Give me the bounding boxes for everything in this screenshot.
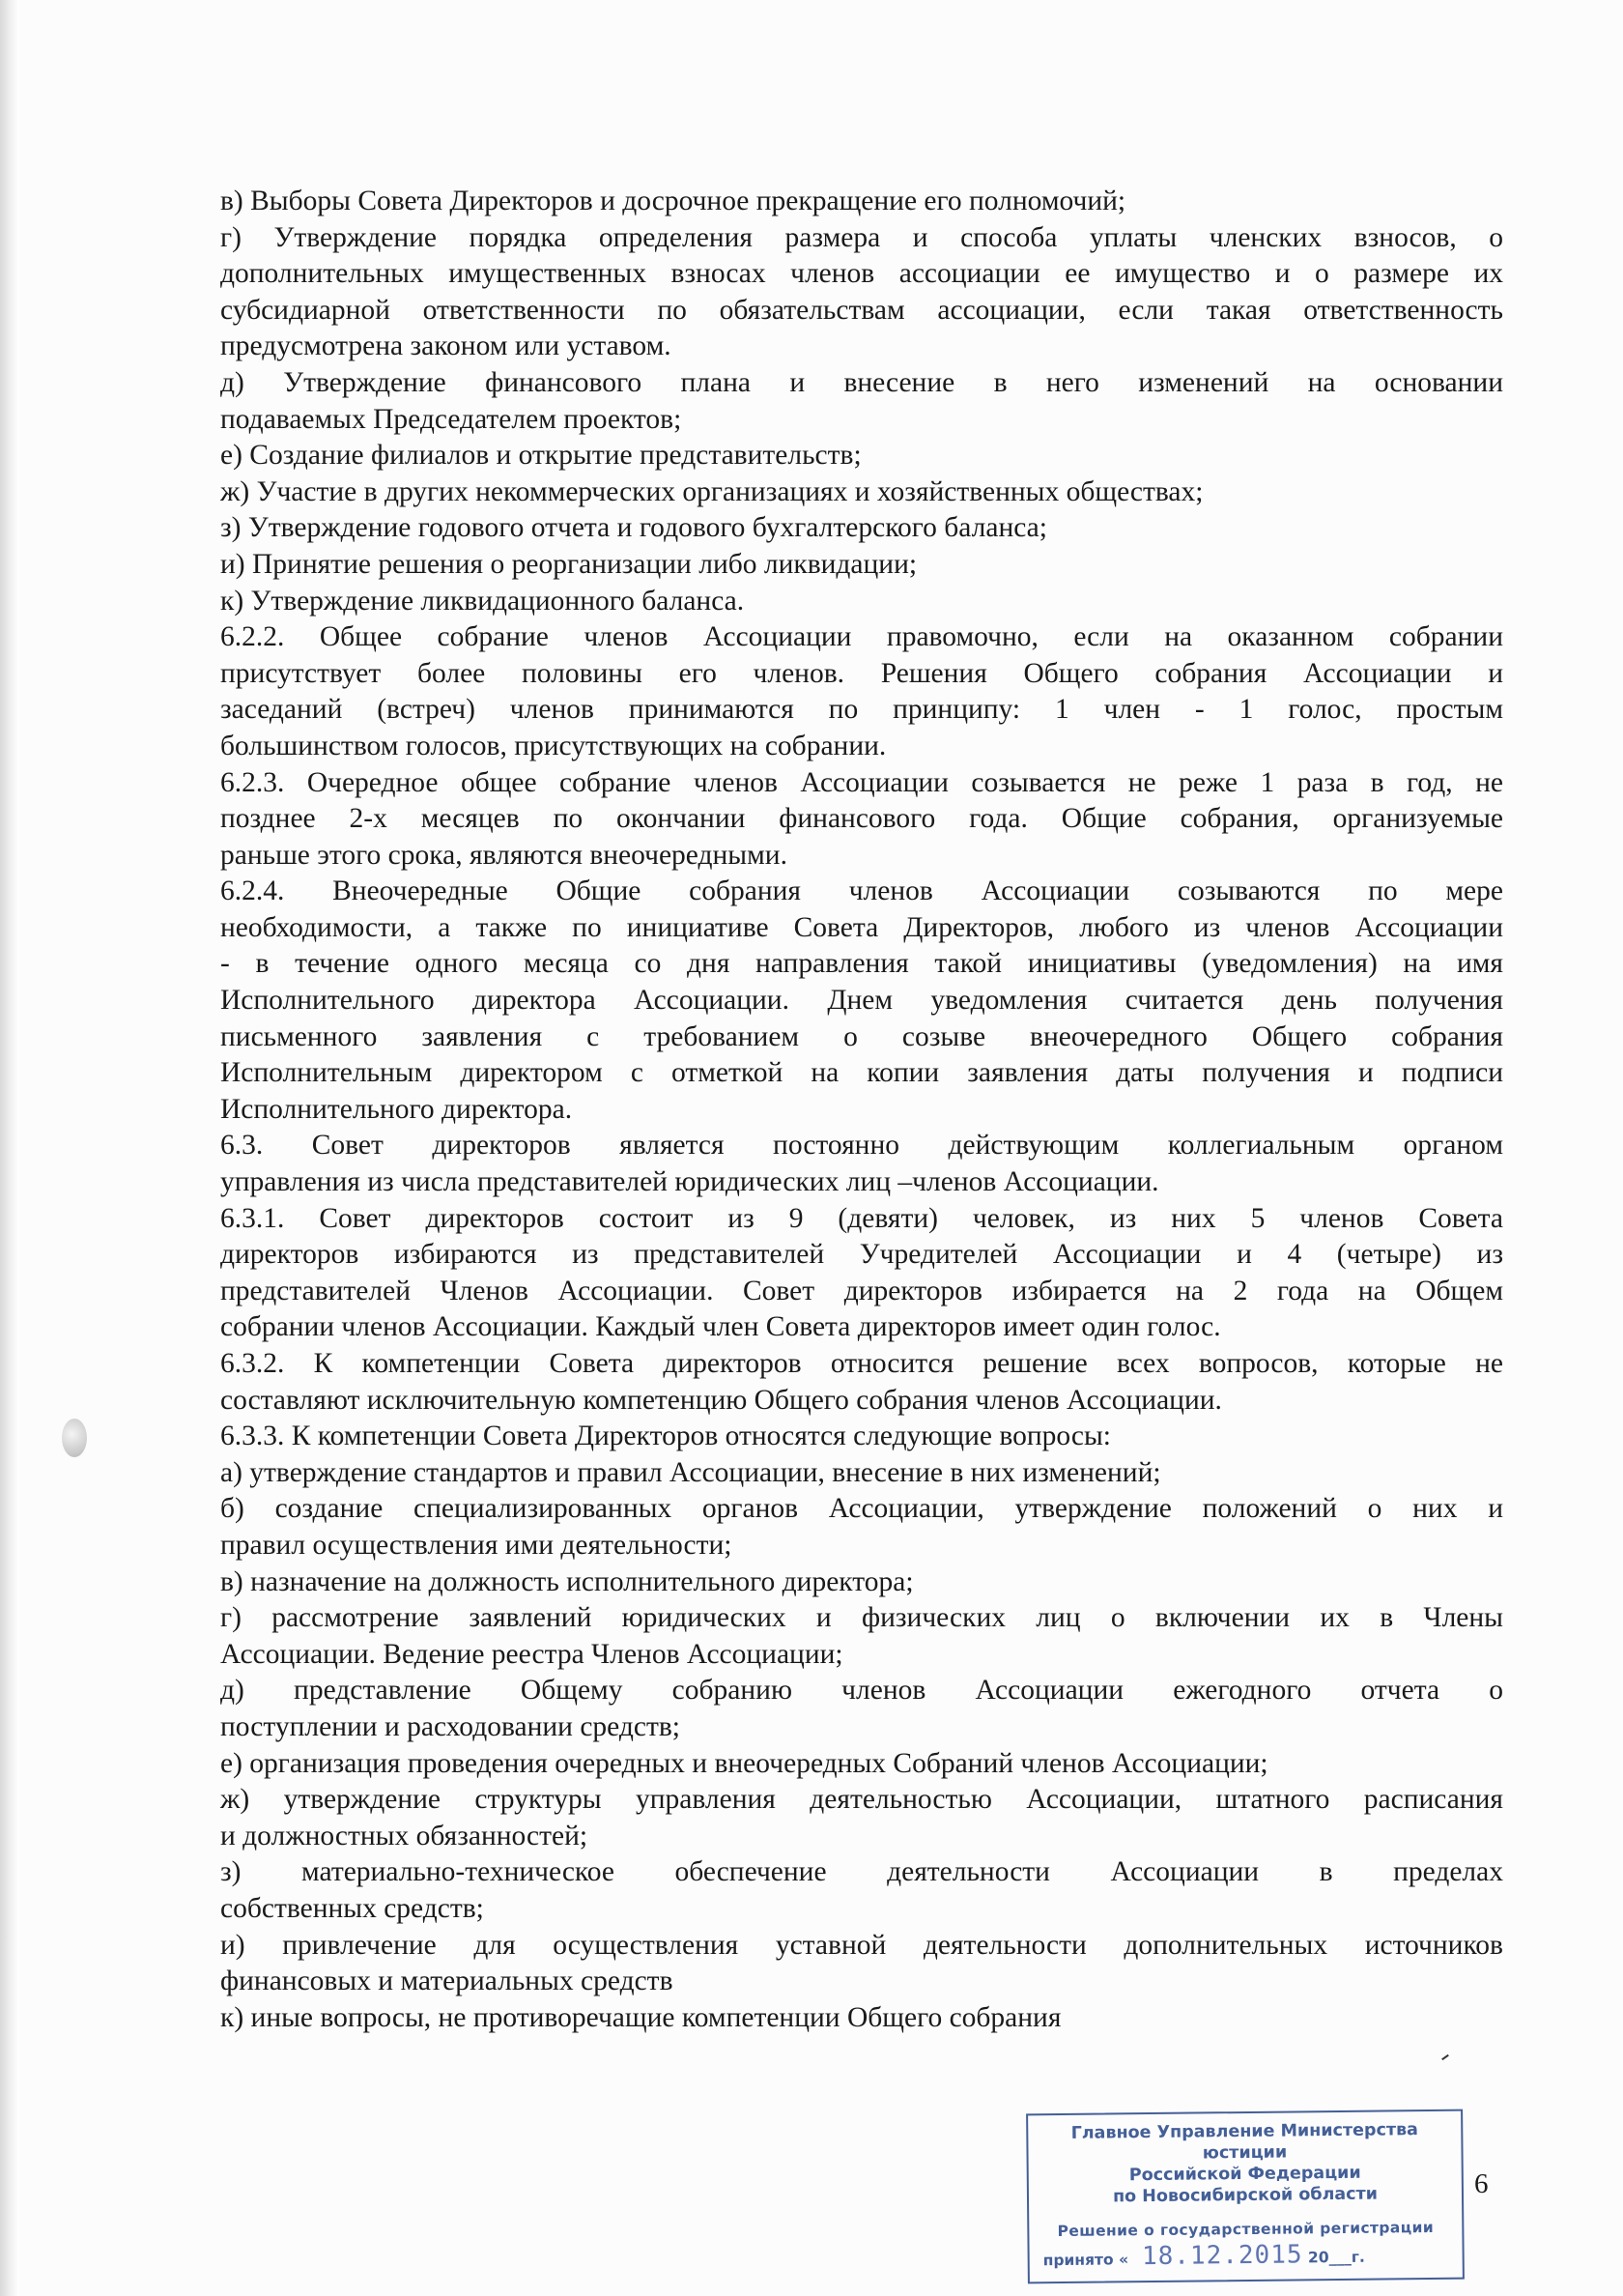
text-line: г) Утверждение порядка определения размера и способа уплаты членских взносов, о [220, 221, 1503, 253]
text-line: присутствует более половины его членов. Решения Общего собрания Ассоциации и [220, 657, 1503, 689]
text-line: представителей Членов Ассоциации. Совет директоров избирается на 2 года на Общем [220, 1275, 1503, 1306]
text-line: подаваемых Председателем проектов; [220, 403, 682, 435]
text-line: ж) Участие в других некоммерческих организациях и хозяйственных обществах; [220, 475, 1204, 507]
text-line: д) представление Общему собранию членов Ассоциации ежегодного отчета о [220, 1675, 1503, 1707]
text-line: 6.3.2. К компетенции Совета директоров относится решение всех вопросов, которые не [220, 1348, 1503, 1379]
document-body [220, 184, 1503, 2036]
text-line: позднее 2-х месяцев по окончании финансового года. Общие собрания, организуемые [220, 803, 1503, 835]
text-line: б) создание специализированных органов Ассоциации, утверждение положений о них и [220, 1493, 1503, 1525]
text-line: поступлении и расходовании средств; [220, 1710, 680, 1742]
text-line: финансовых и материальных средств [220, 1966, 673, 1997]
text-line: необходимости, а также по инициативе Совета Директоров, любого из членов Ассоциации [220, 911, 1503, 943]
binder-hole [62, 1419, 87, 1457]
text-line: 6.2.3. Очередное общее собрание членов Ассоциации созывается не реже 1 раза в год, не [220, 766, 1503, 798]
text-line: е) организация проведения очередных и внеочередных Собраний членов Ассоциации; [220, 1747, 1268, 1779]
text-line: 6.2.4. Внеочередные Общие собрания членов Ассоциации созываются по мере [220, 875, 1503, 907]
registration-stamp [1026, 2109, 1465, 2284]
page-number: 6 [1474, 2168, 1489, 2199]
text-line: 6.3.3. К компетенции Совета Директоров относятся следующие вопросы: [220, 1421, 1112, 1452]
text-line: большинством голосов, присутствующих на собрании. [220, 730, 887, 761]
stamp-line-federation: Российской Федерации [1128, 2163, 1361, 2186]
text-line: к) Утверждение ликвидационного баланса. [220, 585, 745, 617]
text-line: заседаний (встреч) членов принимаются по принципу: 1 член - 1 голос, простым [220, 694, 1503, 726]
text-line: з) Утверждение годового отчета и годового бухгалтерского баланса; [220, 512, 1047, 544]
text-line: Исполнительного директора Ассоциации. Днем уведомления считается день получения [220, 985, 1503, 1017]
stamp-date: 18.12.2015 [1141, 2240, 1303, 2272]
text-line: Исполнительным директором с отметкой на копии заявления даты получения и подписи [220, 1057, 1503, 1089]
text-line: составляют исключительную компетенцию Общего собрания членов Ассоциации. [220, 1384, 1222, 1416]
text-line: 6.2.2. Общее собрание членов Ассоциации правомочно, если на оказанном собрании [220, 621, 1503, 653]
text-line: и) Принятие решения о реорганизации либо ликвидации; [220, 548, 918, 580]
text-line: дополнительных имущественных взносах членов ассоциации ее имущество и о размере их [220, 258, 1503, 290]
text-line: 6.3. Совет директоров является постоянно действующим коллегиальным органом [220, 1130, 1503, 1162]
text-line: управления из числа представителей юридических лиц –членов Ассоциации. [220, 1166, 1159, 1198]
stamp-line-registration: Решение о государственной регистрации [1057, 2218, 1435, 2241]
text-line: и должностных обязанностей; [220, 1820, 588, 1851]
stamp-accepted-label: принято « [1042, 2251, 1129, 2270]
text-line: к) иные вопросы, не противоречащие компетенции Общего собрания [220, 2001, 1062, 2033]
text-line: собственных средств; [220, 1892, 484, 1924]
stamp-line-ministry: Главное Управление Министерства юстиции [1070, 2120, 1419, 2164]
text-line: г) рассмотрение заявлений юридических и физических лиц о включении их в Члены [220, 1602, 1503, 1634]
text-line: в) Выборы Совета Директоров и досрочное прекращение его полномочий; [220, 186, 1126, 216]
text-line: раньше этого срока, являются внеочередными. [220, 839, 787, 871]
text-line: 6.3.1. Совет директоров состоит из 9 (девяти) человек, из них 5 членов Совета [220, 1202, 1503, 1234]
text-line: и) привлечение для осуществления уставной деятельности дополнительных источников [220, 1929, 1503, 1961]
stamp-accepted-row [1039, 2239, 1452, 2275]
text-line: директоров избираются из представителей Учредителей Ассоциации и 4 (четыре) из [220, 1239, 1503, 1271]
text-line: в) назначение на должность исполнительного директора; [220, 1565, 914, 1597]
text-line: собрании членов Ассоциации. Каждый член Совета директоров имеет один голос. [220, 1311, 1221, 1343]
text-line: Исполнительного директора. [220, 1093, 573, 1125]
text-line: предусмотрена законом или уставом. [220, 330, 671, 362]
text-line: письменного заявления с требованием о созыве внеочередного Общего собрания [220, 1020, 1503, 1052]
text-line: а) утверждение стандартов и правил Ассоциации, внесение в них изменений; [220, 1456, 1161, 1488]
text-line: - в течение одного месяца со дня направления такой инициативы (уведомления) на имя [220, 948, 1503, 980]
scan-edge-shadow [0, 0, 19, 2296]
text-line: з) материально-техническое обеспечение деятельности Ассоциации в пределах [220, 1856, 1503, 1888]
text-line: правил осуществления ими деятельности; [220, 1529, 732, 1561]
text-line: Ассоциации. Ведение реестра Членов Ассоциации; [220, 1638, 843, 1670]
stamp-line-region: по Новосибирской области [1112, 2184, 1379, 2207]
text-line: е) Создание филиалов и открытие представительств; [220, 440, 862, 472]
text-line: д) Утверждение финансового плана и внесение в него изменений на основании [220, 366, 1503, 398]
stamp-year-suffix: 20___г. [1307, 2248, 1365, 2267]
pen-mark [1441, 2054, 1449, 2060]
text-line: субсидиарной ответственности по обязательствам ассоциации, если такая ответственность [220, 294, 1503, 326]
text-line: ж) утверждение структуры управления деятельностью Ассоциации, штатного расписания [220, 1784, 1503, 1816]
